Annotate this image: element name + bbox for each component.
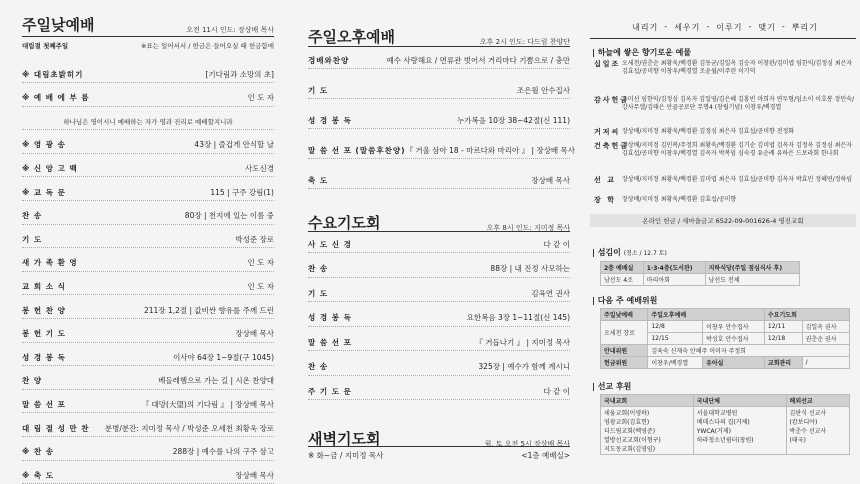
motto-sep: -	[748, 22, 753, 31]
dawn-title: 새벽기도회	[308, 430, 381, 448]
order-row	[22, 231, 274, 248]
order-row	[22, 278, 274, 295]
morning-time: 오전 11시 인도: 장상배 목사	[186, 26, 274, 34]
mission-domestic-org	[693, 407, 786, 455]
offering-kind: 거저씨	[594, 128, 621, 136]
order-label: 주 기 도 문	[308, 386, 352, 396]
order-value: 장상배 목사	[531, 175, 570, 185]
order-value: 장상배 목사	[235, 329, 274, 339]
morning-note: ※표는 일어서서 / 헌금은 들어오실 때 헌금함에	[140, 42, 274, 50]
mission-head-3: 해외선교	[786, 395, 849, 407]
order-row	[22, 255, 274, 272]
mission-entry: 지도동교회(김영임)	[604, 446, 656, 453]
order-row	[308, 52, 570, 69]
mission-entry: 박춘수 선교사	[789, 428, 827, 435]
mission-head-1: 국내교회	[601, 395, 694, 407]
offering-names: 오세천/권춘순 최황욱/백경환 김동균/김일옥 김승자 이창관/김미엽 임한익/김정심 최은자 김효섭/공미향 이창우/백경열 조윤월/이주린 이기덕	[622, 60, 853, 75]
order-value: 288장 | 예수를 나의 구주 삼고	[172, 447, 274, 457]
next-cell: 12/15	[648, 333, 703, 345]
afternoon-header	[308, 26, 570, 47]
mission-overseas	[786, 407, 849, 455]
meal-table	[600, 261, 800, 286]
order-value: 43장 | 즐겁게 안식할 날	[194, 140, 274, 150]
mission-entry: 하라청소년쉼터(창원)	[696, 437, 754, 444]
order-label: 기 도	[308, 288, 329, 298]
order-row	[22, 113, 274, 130]
mission-domestic-church	[601, 407, 694, 455]
dawn-line	[308, 450, 570, 461]
next-cell: 이창우 안수집사	[703, 321, 765, 333]
meal-val-1: 남선도 4조	[601, 274, 644, 286]
mission-entry: 김판식 선교사	[789, 410, 827, 417]
order-row	[22, 137, 274, 154]
order-label: 성 경 봉 독	[22, 352, 66, 362]
order-label: 봉 헌 찬 양	[22, 305, 66, 315]
offering-kind: 장 학	[594, 196, 616, 204]
mission-entry: YWCA(거제)	[696, 428, 731, 435]
morning-subline	[22, 41, 274, 50]
order-value: 325장 | 예수가 함께 계시니	[478, 362, 570, 371]
meal-val-2: 마리아회	[643, 274, 705, 286]
offering-row	[594, 60, 856, 76]
order-row	[22, 90, 274, 107]
order-value: 인 도 자	[247, 281, 274, 291]
mission-entry: (태국)	[789, 437, 806, 444]
dawn-rule	[308, 446, 570, 447]
order-label: 찬 송	[308, 362, 329, 371]
order-label: 성 경 봉 독	[308, 115, 352, 125]
afternoon-rule	[308, 46, 570, 47]
order-row	[308, 236, 570, 253]
dawn-time: 월, 토 오전 5시 장상배 목사	[484, 440, 570, 448]
offering-names: 장상배/지미정 최황욱/백경환 김정심 최은자 김효섭/공미향 전정화	[622, 128, 795, 135]
offering-kind: 건축헌금	[594, 142, 630, 150]
order-row	[308, 310, 570, 327]
morning-title: 주일낮예배	[22, 16, 95, 34]
next-left: 오세천 장로	[601, 321, 648, 345]
order-label: ※ 대림초밝히기	[22, 69, 84, 79]
mission-entry: (캄보디아)	[789, 419, 818, 426]
dawn-left: ※ 화~금 / 지미정 목사	[308, 451, 384, 460]
order-row	[308, 334, 570, 351]
order-row	[22, 66, 274, 83]
order-label: 찬 송	[308, 264, 329, 273]
order-row	[22, 349, 274, 366]
mission-entry: 영광교회(김효헌)	[604, 419, 650, 426]
meal-head-1: 2층 예배실	[601, 262, 644, 274]
offering-row	[594, 196, 856, 204]
admin-label: 교회관리	[764, 357, 802, 369]
offering-row	[594, 142, 856, 158]
offering-names: 장상배/지미정 최황욱/백경환 김미엽 최은자 김효섭/공미향 김옥자 박효민 정혜연/정하임	[622, 176, 853, 183]
announcement-column	[590, 0, 860, 481]
next-title: | 다음 주 예배위원	[592, 296, 658, 305]
order-row	[308, 383, 570, 400]
middle-column	[290, 0, 580, 481]
motto-word: 뿌리기	[791, 23, 818, 32]
next-cell: 박성호 안수집사	[703, 333, 765, 345]
order-label: ※ 예 배 에 부 름	[22, 93, 90, 103]
order-value: 사도신경	[245, 163, 274, 173]
motto-sep: -	[706, 22, 711, 31]
online-account: 온라인 헌금 / 새마을금고 6522-09-001626-4 영진교회	[590, 214, 856, 227]
next-cell: 김일옥 권사	[802, 321, 849, 333]
offering-row	[594, 96, 856, 112]
order-row	[22, 373, 274, 390]
next-head-2: 주일오후예배	[648, 309, 765, 321]
order-label: 말 씀 선 포	[22, 399, 66, 409]
order-label: 말 씀 선 포	[308, 337, 352, 347]
offering-names: 장상배/지미정 김민복/주정희 최황욱/백경환 김기순 김미엽 김옥자 김정옥 김정심 최은자 김효섭/공미향 이창우/백경열 김옥자 박복임 심숙경 유순례 유하은 드보라회 한나회	[622, 142, 852, 157]
offering-row	[594, 176, 856, 184]
motto-sep: -	[781, 22, 786, 31]
order-label: ※ 영 광 송	[22, 140, 66, 150]
order-row	[308, 172, 570, 189]
next-cell: 권춘순 권사	[802, 333, 849, 345]
order-label: 축 도	[308, 175, 329, 185]
order-row	[308, 285, 570, 302]
order-label: 찬 송	[22, 211, 43, 221]
mission-table	[600, 394, 850, 455]
order-value: 다 같 이	[543, 386, 570, 396]
order-label: 성 경 봉 독	[308, 313, 352, 322]
order-value: 누가복음 10장 38~42절(신 111)	[457, 115, 570, 125]
order-value: 인 도 자	[247, 93, 274, 103]
motto-word: 세우기	[674, 23, 701, 32]
order-value: 김육연 권사	[531, 288, 570, 298]
next-cell: 12/11	[764, 321, 802, 333]
order-row	[22, 302, 274, 319]
order-label: 찬 양	[22, 376, 43, 386]
order-label: 말 씀 선 포 (말씀후찬양)	[308, 145, 406, 155]
next-head-1: 주일낮예배	[601, 309, 648, 321]
morning-rule	[22, 36, 274, 37]
order-label: 새 가 족 환 영	[22, 258, 78, 268]
mission-entry: 베데스다의 집(거제)	[696, 419, 750, 426]
order-value: 211장 1,2절 | 값비싼 향유를 주께 드린	[143, 305, 274, 315]
order-row	[308, 82, 570, 99]
mission-entry: 세움교회(이영하)	[604, 410, 650, 417]
order-row	[22, 160, 274, 177]
admin-val: /	[802, 357, 849, 369]
offering-kind: 선 교	[594, 176, 616, 184]
order-value: 베들레헴으로 가는 길 | 시온 찬양대	[158, 376, 274, 386]
guide-label: 안내위원	[601, 345, 648, 357]
dawn-right: <1층 예배실>	[521, 451, 570, 460]
offering-row	[594, 128, 856, 136]
order-value: 박성준 장로	[235, 234, 274, 244]
motto-rule	[590, 38, 856, 39]
morning-header	[22, 14, 274, 35]
order-row	[22, 444, 274, 461]
motto-line	[590, 22, 860, 33]
order-row	[22, 396, 274, 413]
next-cell: 12/18	[764, 333, 802, 345]
order-row	[308, 112, 570, 129]
offering-names: 장상배/지미정 최황욱/백경환 김효섭/공미향	[622, 196, 737, 203]
meal-sub: (청소 / 12.7 토)	[623, 250, 667, 257]
order-label: ※ 찬 송	[22, 447, 55, 457]
order-value: 115 | 구주 강림(1)	[210, 187, 274, 197]
order-value: 요한복음 3장 1~11절(신 145)	[466, 313, 570, 322]
motto-word: 내리기	[632, 23, 659, 32]
order-row	[308, 142, 576, 159]
order-row	[308, 261, 570, 278]
order-value: 분병/분잔: 지미정 목사 / 박성준 오세천 최황욱 장로	[104, 423, 274, 433]
wednesday-rule	[308, 231, 570, 232]
morning-subtitle: 대림절 첫째주일	[22, 42, 69, 50]
order-row	[22, 208, 274, 225]
meal-title-wrap	[592, 247, 667, 258]
motto-sep: -	[664, 22, 669, 31]
order-value: 80장 | 천지에 있는 이름 중	[184, 211, 274, 221]
order-label: 기 도	[308, 85, 329, 95]
order-value: 장상배 목사	[235, 470, 274, 480]
wednesday-title: 수요기도회	[308, 214, 381, 232]
order-label: 사 도 신 경	[308, 239, 352, 249]
next-week-table	[600, 308, 850, 369]
mission-title: | 선교 후원	[592, 382, 632, 391]
mission-entry: 서울대학교병원	[696, 410, 738, 417]
meal-head-2: 1·3·4층(도서관)	[643, 262, 705, 274]
offering-kind: 십일조	[594, 60, 621, 68]
order-label: ※ 신 앙 고 백	[22, 163, 78, 173]
count-val: 이창우/백경열	[648, 357, 703, 369]
morning-service-column	[0, 0, 282, 481]
order-row	[22, 467, 274, 484]
order-value: 예수 사랑해요 / 면류관 벗어서 거리마다 기쁨으로 / 충만	[386, 55, 570, 65]
kinder-label: 유아실	[703, 357, 765, 369]
order-label: 봉 헌 기 도	[22, 329, 66, 339]
order-value: 『 거울 삼아 18 - 마르다와 마리아 』 | 장상배 목사	[405, 145, 576, 155]
offering-title: | 하늘에 쌓은 향기로운 예물	[592, 48, 692, 57]
order-value: 조은월 안수집사	[516, 85, 570, 95]
meal-head-3: 지하식당(주일 점심식사 후)	[705, 262, 799, 274]
mission-head-2: 국내단체	[693, 395, 786, 407]
mission-entry: 열방선교교회(이형구)	[604, 437, 661, 444]
order-row	[308, 359, 570, 376]
order-label: 대 림 절 성 만 찬	[22, 423, 90, 433]
motto-word: 이루기	[716, 23, 743, 32]
order-value: 88장 | 내 진정 사모하는	[490, 264, 570, 273]
offering-kind: 감사헌금	[594, 96, 630, 104]
wednesday-time: 오후 8시 인도: 지미정 목사	[486, 224, 570, 232]
order-value: 인 도 자	[247, 258, 274, 268]
order-label: ※ 교 독 문	[22, 187, 66, 197]
order-label: 기 도	[22, 234, 43, 244]
mission-entry: 더드림교회(백영준)	[604, 428, 656, 435]
order-row	[22, 326, 274, 343]
order-value: 『 대망(大望)의 기다림 』 | 장상배 목사	[141, 399, 274, 409]
order-label: 경배와찬양	[308, 55, 350, 65]
order-label: 교 회 소 식	[22, 281, 66, 291]
afternoon-title: 주일오후예배	[308, 28, 395, 46]
offering-names: 유미선 임한익/김정심 김옥자 김일영/김은혜 김홍빈 마희자 연두형/임소이 이호봉 장민숙/강사무엘/김태은 안골공로단 무명4 (창립기념) 이창우/백경열	[622, 96, 855, 111]
afternoon-time: 오후 2시 인도: 다드림 찬양단	[479, 38, 570, 46]
order-row	[22, 420, 274, 437]
order-value: 하나님은 영이시니 예배하는 자가 영과 진리로 예배할지니라	[63, 117, 233, 126]
meal-title: | 섬김이	[592, 248, 621, 257]
wednesday-header	[308, 212, 570, 233]
meal-val-3: 남선도 전체	[705, 274, 799, 286]
order-value: 이사야 64장 1~9절(구 1045)	[173, 352, 274, 362]
count-label: 헌금위원	[601, 357, 648, 369]
next-cell: 12/8	[648, 321, 703, 333]
order-label: ※ 축 도	[22, 470, 55, 480]
motto-word: 맺기	[758, 23, 776, 32]
next-head-3: 수요기도회	[764, 309, 849, 321]
guide-val: 김육숙 신재숙 안해주 이미자 주정희	[648, 345, 850, 357]
order-value: [기다림과 소망의 초]	[205, 69, 274, 79]
order-value: 다 같 이	[543, 239, 570, 249]
order-row	[22, 184, 274, 201]
order-value: 『 거듭나기 』 | 지미정 목사	[475, 337, 570, 347]
